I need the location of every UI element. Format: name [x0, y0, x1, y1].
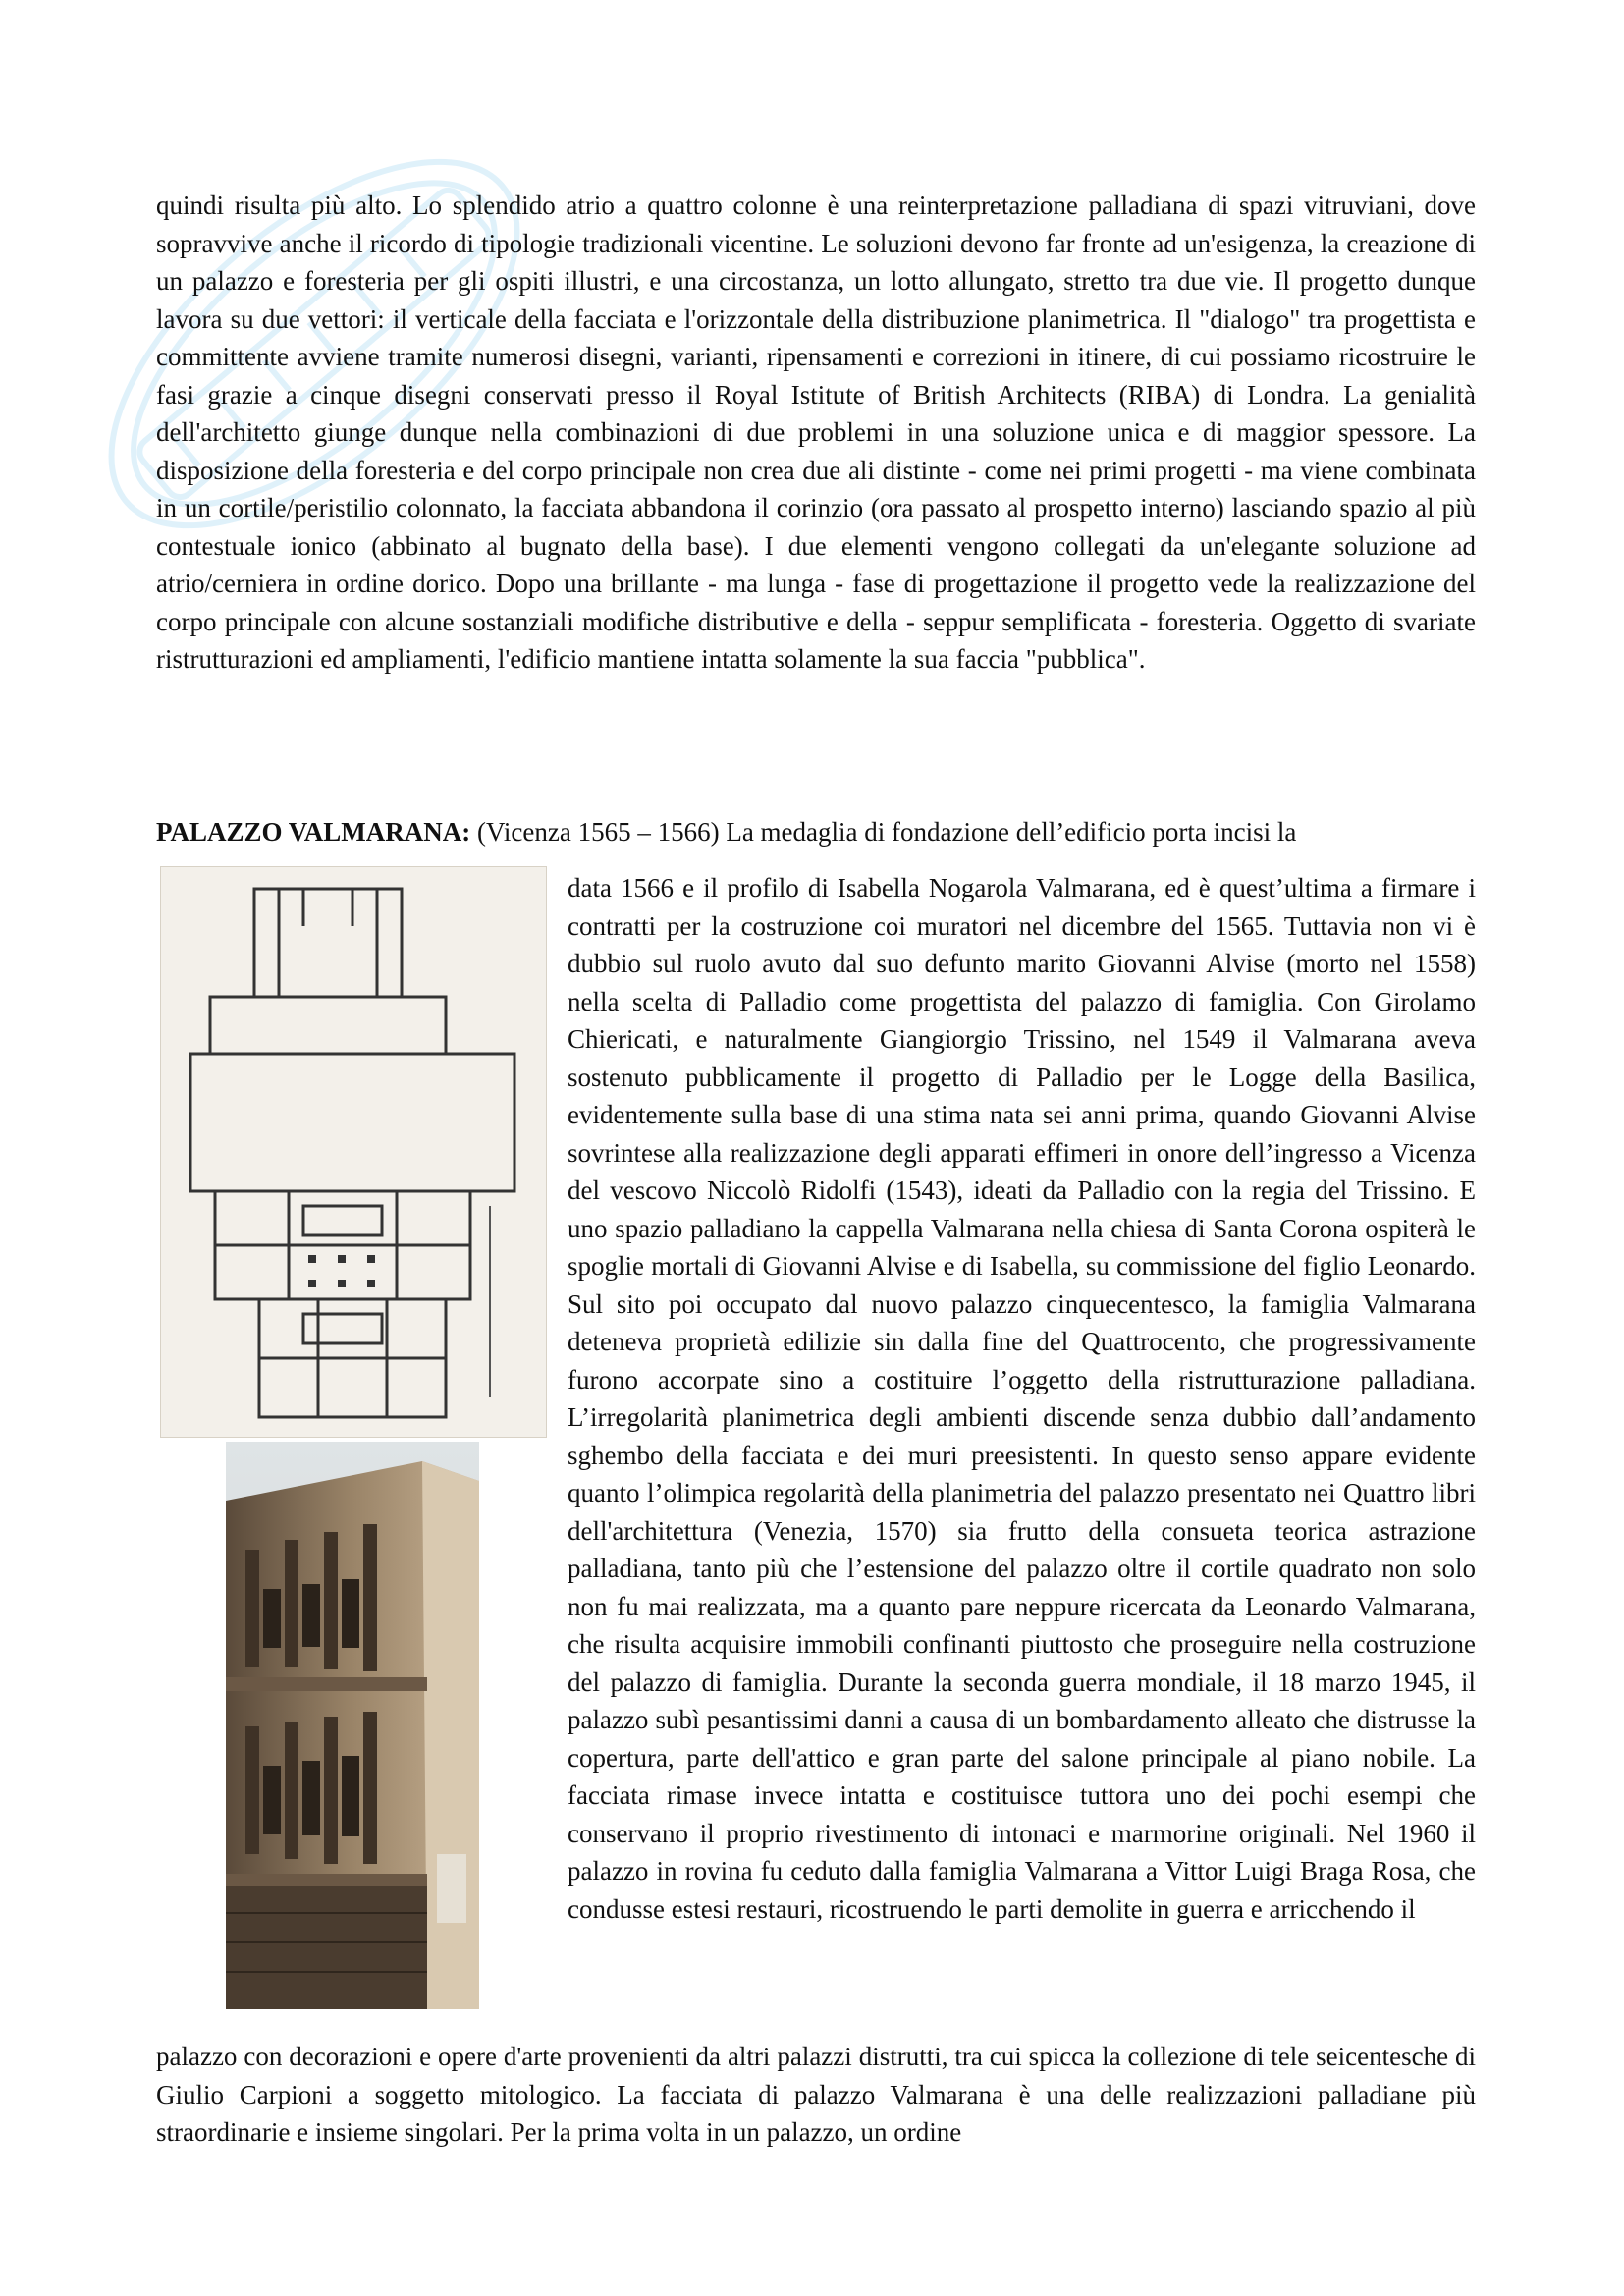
facade-photo-figure [226, 1442, 479, 2009]
section-heading-line [156, 813, 1476, 851]
section-lead: La medaglia di fondazione dell’edificio porta incisi la [726, 817, 1297, 847]
section-title: PALAZZO VALMARANA: [156, 817, 471, 847]
floor-plan-figure [160, 866, 547, 1438]
floor-plan-drawing [161, 867, 546, 1437]
section-dates: (Vicenza 1565 – 1566) [477, 817, 720, 847]
paragraph-continuation: palazzo con decorazioni e opere d'arte provenienti da altri palazzi distrutti, tra cui spicca la collezione di tele seicentesche di Giulio Carpioni a soggetto mitologico. La facciata di palazzo Valmarana è una delle realizzazioni palladiane più straordinarie e insieme singolari. Per la prima volta in un palazzo, un ordine [156, 2042, 1476, 2147]
paragraph-top: quindi risulta più alto. Lo splendido atrio a quattro colonne è una reinterpretazione palladiana di spazi vitruviani, dove sopravvive anche il ricordo di tipologie tradizionali vicentine. Le soluzioni devono far fronte ad un'esigenza, la creazione di un palazzo e foresteria per gli ospiti illustri, e una circostanza, un lotto allungato, stretto tra due vie. Il progetto dunque lavora su due vettori: il verticale della facciata e l'orizzontale della distribuzione planimetrica. Il "dialogo" tra progettista e committente avviene tramite numerosi disegni, varianti, ripensamenti e correzioni in itinere, di cui possiamo ricostruire le fasi grazie a cinque disegni conservati presso il Royal Istitute of British Architects (RIBA) di Londra. La genialità dell'architetto giunge dunque nella combinazioni di due problemi in una soluzione unica e di maggior spessore. La disposizione della foresteria e del corpo principale non crea due ali distinte - come nei primi progetti - ma viene combinata in un cortile/peristilio colonnato, la facciata abbandona il corinzio (ora passato al prospetto interno) lasciando spazio al più contestuale ionico (abbinato al bugnato della base). I due elementi vengono collegati da un'elegante soluzione ad atrio/cerniera in ordine dorico. Dopo una brillante - ma lunga - fase di progettazione il progetto vede la realizzazione del corpo principale con alcune sostanziali modifiche distributive e della - seppur semplificata - foresteria. Oggetto di svariate ristrutturazioni ed ampliamenti, l'edificio mantiene intatta solamente la sua faccia "pubblica". [156, 191, 1476, 674]
palazzo-facade-photo [226, 1442, 479, 2009]
paragraph-side-column: data 1566 e il profilo di Isabella Nogarola Valmarana, ed è quest’ultima a firmare i contratti per la costruzione coi muratori nel dicembre del 1565. Tuttavia non vi è dubbio sul ruolo avuto dal suo defunto marito Giovanni Alvise (morto nel 1558) nella scelta di Palladio come progettista del palazzo di famiglia. Con Girolamo Chiericati, e naturalmente Giangiorgio Trissino, nel 1549 il Valmarana aveva sostenuto pubblicamente il progetto di Palladio per le Logge della Basilica, evidentemente sulla base di una stima nata sei anni prima, quando Giovanni Alvise sovrintese alla realizzazione degli apparati effimeri in onore dell’ingresso a Vicenza del vescovo Niccolò Ridolfi (1543), ideati da Palladio con la regia del Trissino. E uno spazio palladiano la cappella Valmarana nella chiesa di Santa Corona ospiterà le spoglie mortali di Giovanni Alvise e di Isabella, su commissione del figlio Leonardo. Sul sito poi occupato dal nuovo palazzo cinquecentesco, la famiglia Valmarana deteneva proprietà edilizie sin dalla fine del Quattrocento, che progressivamente furono accorpate sino a costituire l’oggetto della ristrutturazione palladiana. L’irregolarità planimetrica degli ambienti discende senza dubbio dall’andamento sghembo della facciata e dei muri preesistenti. In questo senso appare evidente quanto l’olimpica regolarità della planimetria del palazzo presentato nei Quattro libri dell'architettura (Venezia, 1570) sia frutto della consueta teorica astrazione palladiana, tanto più che l’estensione del palazzo oltre il cortile quadrato non solo non fu mai realizzata, ma a quanto pare neppure ricercata da Leonardo Valmarana, che risulta acquisire immobili confinanti piuttosto che proseguire nella costruzione del palazzo di famiglia. Durante la seconda guerra mondiale, il 18 marzo 1945, il palazzo subì pesantissimi danni a causa di un bombardamento alleato che distrusse la copertura, parte dell'attico e gran parte del salone principale al piano nobile. La facciata rimase invece intatta e costituisce tuttora uno dei pochi esempi che conservano il proprio rivestimento di intonaci e marmorine originali. Nel 1960 il palazzo in rovina fu ceduto dalla famiglia Valmarana a Vittor Luigi Braga Rosa, che condusse estesi restauri, ricostruendo le parti demolite in guerra e arricchendo il [568, 873, 1476, 1924]
